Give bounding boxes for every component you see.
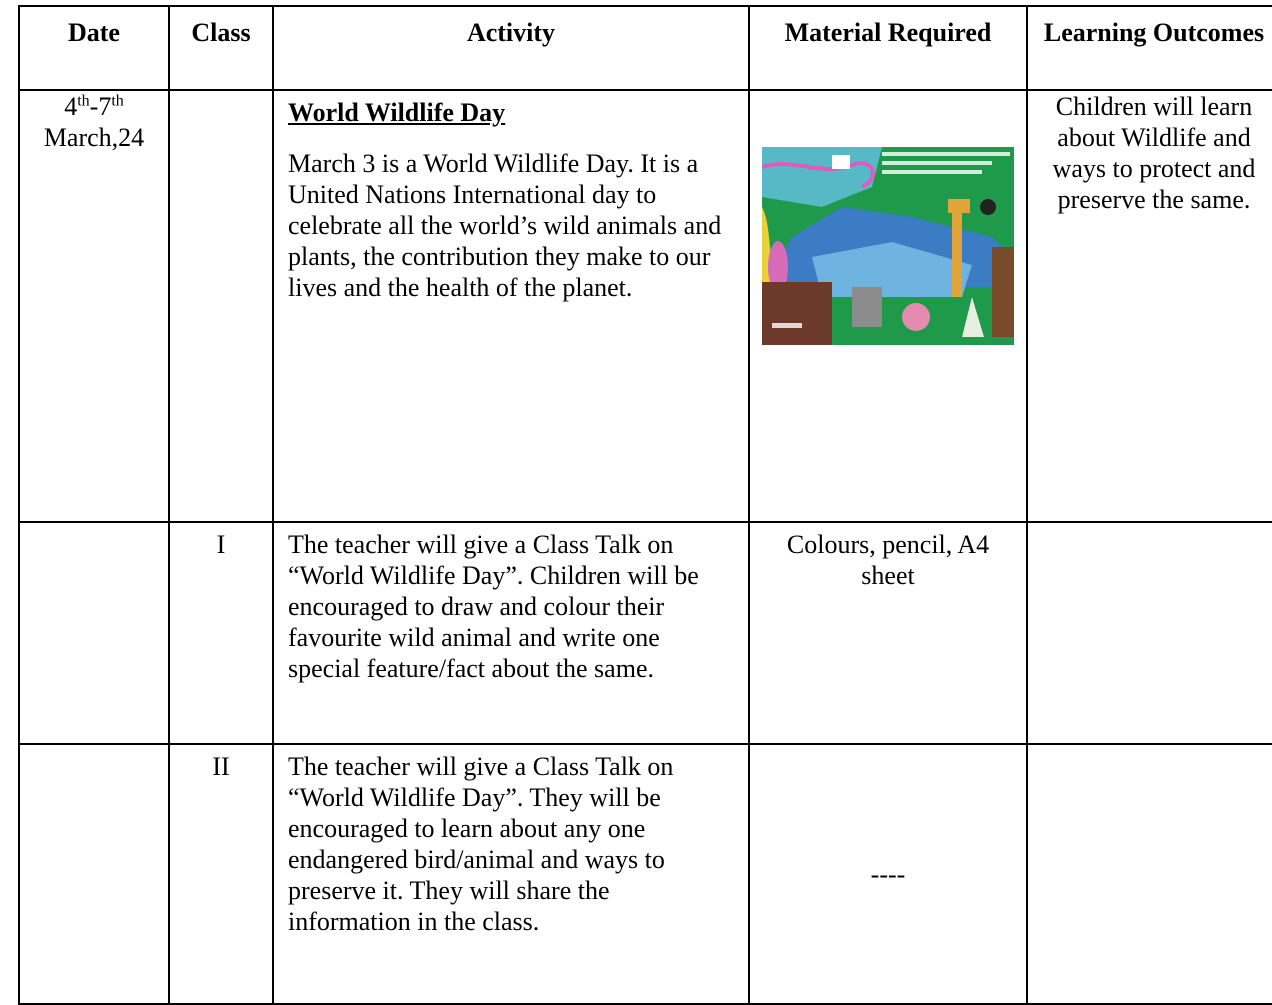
activity-title: World Wildlife Day [288,98,506,127]
header-class: Class [169,6,273,90]
world-wildlife-day-illustration [762,147,1014,345]
date-month: March,24 [43,123,145,152]
date-start: 4 [64,92,78,121]
activity-cell: The teacher will give a Class Talk on “World Wildlife Day”. Children will be encouraged to draw and colour their favourite wild animal and write one special feature/fact about the same. [273,522,749,744]
class-cell: II [169,744,273,1004]
activity-cell: The teacher will give a Class Talk on “World Wildlife Day”. They will be encouraged to learn about any one endangered bird/animal and ways to preserve it. They will share the information in the class. [273,744,749,1004]
material-cell [749,90,1027,522]
material-cell: Colours, pencil, A4 sheet [749,522,1027,744]
header-outcomes: Learning Outcomes [1027,6,1272,90]
header-activity: Activity [273,6,749,90]
activity-cell [273,90,749,522]
outcomes-cell: Children will learn about Wildlife and ways to protect and preserve the same. [1027,90,1272,522]
class-cell [169,90,273,522]
date-cell [19,744,169,1004]
activity-plan-table [18,5,1272,1005]
activity-description: March 3 is a World Wildlife Day. It is a United Nations International day to celebrate all the world’s wild animals and plants, the contribution they make to our lives and the health of the planet. [288,149,722,302]
date-cell [19,522,169,744]
material-cell: ---- [749,744,1027,1004]
outcomes-cell [1027,744,1272,1004]
header-material: Material Required [749,6,1027,90]
table-row-class-ii [19,744,1272,1004]
table-row-class-i [19,522,1272,744]
class-cell: I [169,522,273,744]
header-row [19,6,1272,90]
outcomes-cell [1027,522,1272,744]
table-row-overview [19,90,1272,522]
header-date: Date [19,6,169,90]
date-cell: 4th-7th March,24 [19,90,169,522]
